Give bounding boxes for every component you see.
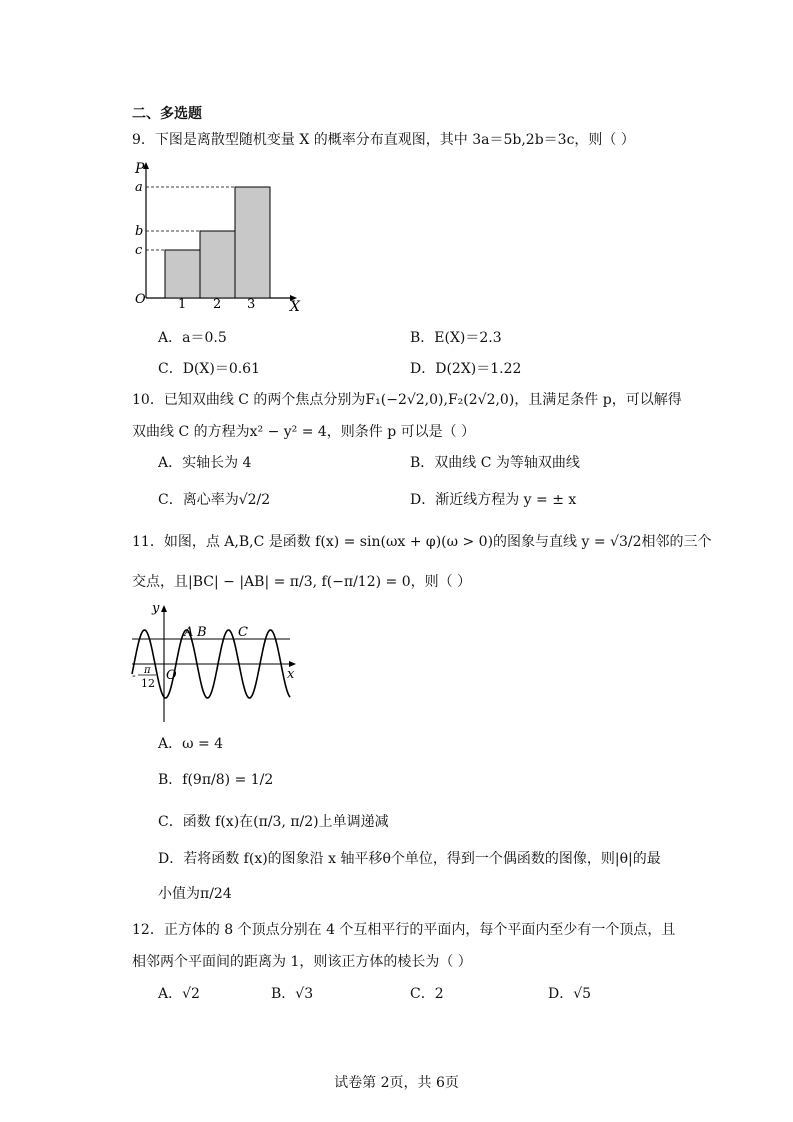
q9-bar-1	[165, 250, 200, 298]
q11-option-a: A．ω = 4	[158, 736, 224, 752]
section-title: 二、多选题	[132, 106, 202, 122]
q12-option-c: C．2	[410, 986, 444, 1002]
q11-point-a: A	[184, 625, 194, 640]
q9-y-label: P	[135, 161, 145, 177]
q9-label-c: c	[135, 243, 143, 258]
q11-neg-tick-den: 12	[141, 677, 155, 690]
q10-option-d: D．渐近线方程为 y = ± x	[410, 492, 577, 508]
q9-tick-3: 3	[247, 297, 256, 312]
q10-stem-line2: 双曲线 C 的方程为x² − y² = 4，则条件 p 可以是（ ）	[132, 424, 476, 440]
q12-option-d: D．√5	[548, 986, 592, 1002]
q9-tick-2: 2	[213, 297, 222, 312]
q11-origin-label: O	[166, 668, 177, 683]
q10-option-c: C．离心率为√2/2	[158, 492, 271, 508]
q12-stem-line2: 相邻两个平面间的距离为 1，则该正方体的棱长为（ ）	[132, 954, 472, 970]
q9-origin-label: O	[135, 292, 146, 307]
q9-stem: 9．下图是离散型随机变量 X 的概率分布直观图，其中 3a＝5b,2b＝3c，则（ ）	[132, 132, 635, 148]
q9-label-b: b	[135, 224, 144, 239]
q9-tick-1: 1	[178, 297, 187, 312]
q9-probability-chart	[132, 160, 312, 315]
q12-option-b: B．√3	[271, 986, 314, 1002]
q11-point-c: C	[238, 625, 248, 640]
q10-option-a: A．实轴长为 4	[158, 455, 252, 471]
q9-option-a: A．a＝0.5	[158, 330, 227, 346]
q11-option-c: C．函数 f(x)在(π/3, π/2)上单调递减	[158, 814, 389, 830]
q10-option-b: B．双曲线 C 为等轴双曲线	[410, 455, 580, 471]
q9-bar-3	[235, 187, 270, 298]
q10-stem-line1: 10．已知双曲线 C 的两个焦点分别为F₁(−2√2,0),F₂(2√2,0)，且满足条件 p，可以解得	[132, 392, 682, 408]
q12-option-a: A．√2	[158, 986, 200, 1002]
q11-stem-line1: 11．如图，点 A,B,C 是函数 f(x) = sin(ωx + φ)(ω > 0)的图象与直线 y = √3/2相邻的三个	[132, 534, 712, 550]
q11-point-b: B	[197, 625, 207, 640]
q9-x-label: X	[290, 299, 300, 315]
q11-x-label: x	[287, 667, 295, 682]
q9-option-b: B．E(X)＝2.3	[410, 330, 502, 346]
page-footer: 试卷第 2页，共 6页	[334, 1075, 459, 1091]
q11-option-d-line2: 小值为π/24	[158, 886, 232, 902]
q11-option-d-line1: D．若将函数 f(x)的图象沿 x 轴平移θ个单位，得到一个偶函数的图像，则|θ|的最	[158, 851, 661, 867]
q9-option-d: D．D(2X)＝1.22	[410, 361, 522, 377]
q11-stem-line2: 交点，且|BC| − |AB| = π/3, f(−π/12) = 0，则（ ）	[132, 574, 472, 590]
q9-option-c: C．D(X)＝0.61	[158, 361, 260, 377]
q9-bar-2	[200, 231, 235, 298]
q12-stem-line1: 12．正方体的 8 个顶点分别在 4 个互相平行的平面内，每个平面内至少有一个顶点，且	[132, 922, 676, 938]
q11-option-b: B．f(9π/8) = 1/2	[158, 772, 274, 788]
q11-sine-graph	[130, 600, 305, 725]
q9-label-a: a	[135, 180, 143, 195]
q11-y-label: y	[152, 601, 160, 616]
q11-y-arrow	[161, 605, 167, 612]
q11-neg-tick-num: π	[144, 665, 151, 676]
q11-neg-sign: -	[132, 669, 136, 682]
